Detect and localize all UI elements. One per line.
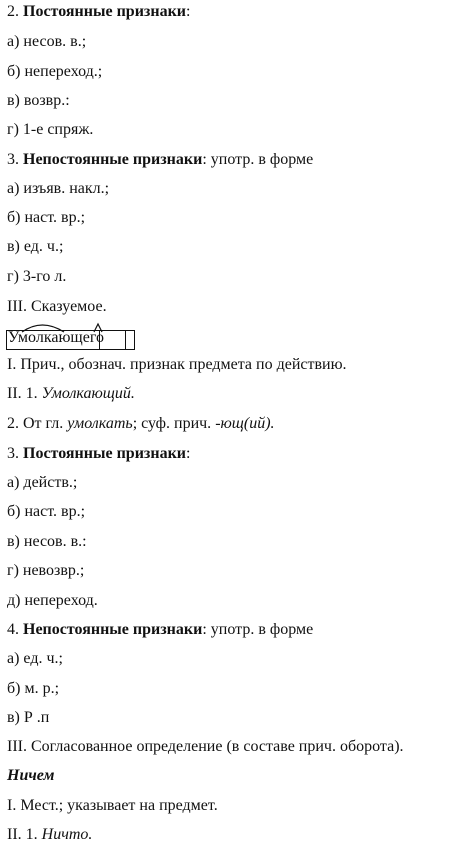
list-item: в) возвр.:: [7, 92, 70, 109]
part-of-speech-line: I. Мест.; указывает на предмет.: [7, 797, 218, 814]
initial-form-line: II. 1. Умолкающий.: [7, 385, 135, 402]
list-item: а) ед. ч.;: [7, 650, 63, 667]
list-item: г) 3-го л.: [7, 268, 67, 285]
root-arc-icon: [8, 318, 128, 332]
list-item: д) непереход.: [7, 592, 98, 609]
list-item: а) изъяв. накл.;: [7, 180, 110, 197]
list-item: б) м. р.;: [7, 680, 60, 697]
section-variable-features-heading: 4. Непостоянные признаки: употр. в форме: [7, 621, 314, 638]
list-item: б) непереход.;: [7, 63, 103, 80]
list-item: г) 1-е спряж.: [7, 121, 94, 138]
list-item: а) несов. в.;: [7, 33, 87, 50]
ending-box: [99, 330, 135, 350]
derivation-line: 2. От гл. умолкать; суф. прич. -ющ(ий).: [7, 415, 275, 432]
section-variable-features-heading: 3. Непостоянные признаки: употр. в форме: [7, 151, 314, 168]
part-of-speech-line: I. Прич., обознач. признак предмета по действию.: [7, 356, 347, 373]
section-constant-features-heading: 3. Постоянные признаки:: [7, 445, 191, 462]
word-heading: Ничем: [7, 767, 55, 784]
list-item: б) наст. вр.;: [7, 209, 86, 226]
list-item: б) наст. вр.;: [7, 503, 86, 520]
initial-form-line: II. 1. Ничто.: [7, 826, 93, 843]
list-item: г) невозвр.;: [7, 562, 85, 579]
list-item: а) действ.;: [7, 474, 78, 491]
syntactic-role: III. Сказуемое.: [7, 298, 107, 315]
list-item: в) несов. в.:: [7, 533, 87, 550]
syntactic-role: III. Согласованное определение (в составе прич. оборота).: [7, 738, 404, 755]
word-heading: [8, 328, 104, 348]
morpheme-word: Умолкающего: [8, 328, 104, 348]
section-constant-features-heading: 2. Постоянные признаки:: [7, 3, 191, 20]
list-item: в) Р .п: [7, 709, 50, 726]
list-item: в) ед. ч.;: [7, 238, 64, 255]
